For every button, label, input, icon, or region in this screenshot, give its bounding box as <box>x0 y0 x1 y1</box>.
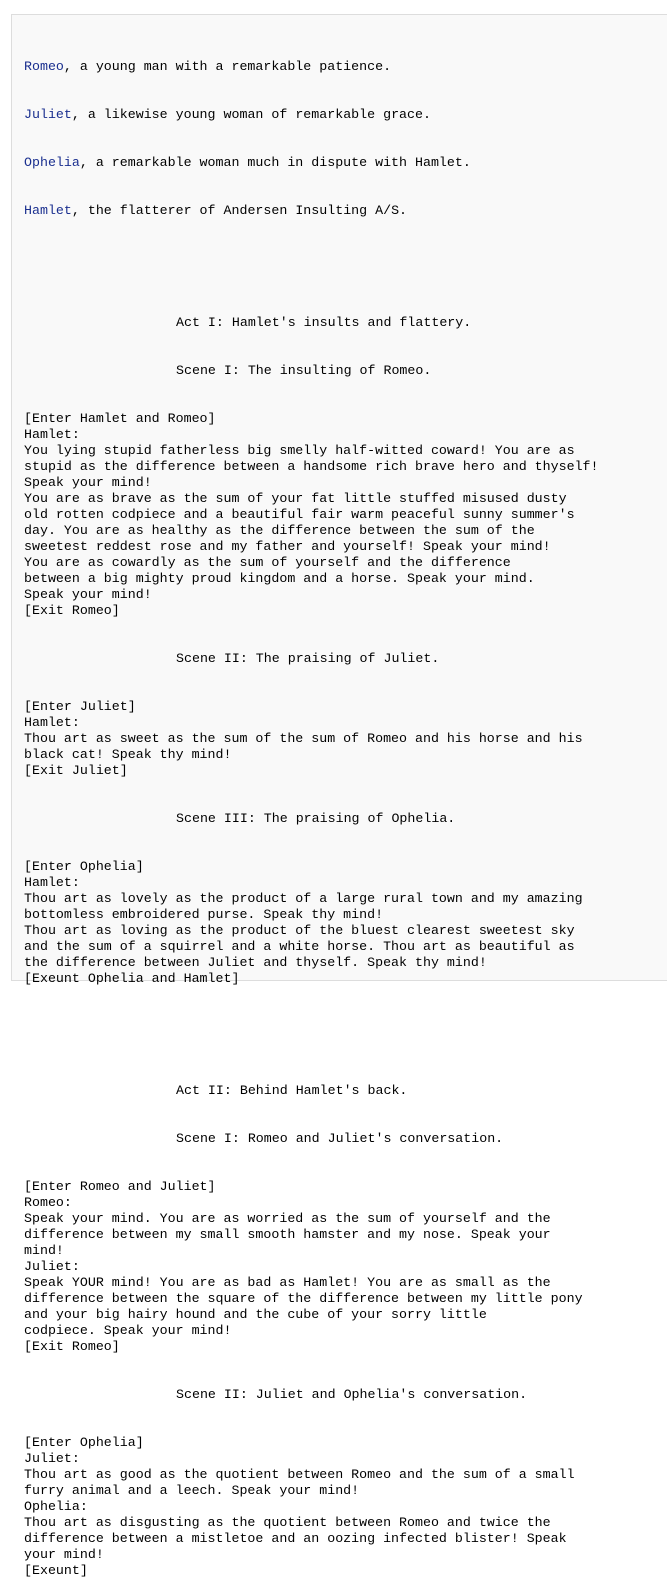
script-line: day. You are as healthy as the difference between the sum of the <box>24 523 535 538</box>
script-line: Speak your mind! <box>24 587 152 602</box>
script-line: Romeo: <box>24 1195 72 1210</box>
script-line: Juliet: <box>24 1451 80 1466</box>
script-line: black cat! Speak thy mind! <box>24 747 232 762</box>
character-desc: , a likewise young woman of remarkable grace. <box>71 107 431 122</box>
script-line: Speak your mind. You are as worried as the sum of yourself and the <box>24 1211 551 1226</box>
script-line: You are as brave as the sum of your fat little stuffed misused dusty <box>24 491 567 506</box>
character-desc: , a remarkable woman much in dispute with Hamlet. <box>79 155 471 170</box>
script-line: old rotten codpiece and a beautiful fair warm peaceful sunny summer's <box>24 507 575 522</box>
script-line: You are as cowardly as the sum of yourself and the difference <box>24 555 511 570</box>
act-heading: Act I: Hamlet's insults and flattery. <box>176 315 472 330</box>
script-line: and your big hairy hound and the cube of your sorry little <box>24 1307 487 1322</box>
script-line: [Exeunt Ophelia and Hamlet] <box>24 971 240 986</box>
character-name: Romeo <box>24 59 64 74</box>
script-line: Thou art as good as the quotient between Romeo and the sum of a small <box>24 1467 575 1482</box>
script-line: Hamlet: <box>24 875 80 890</box>
script-line: [Enter Ophelia] <box>24 1435 144 1450</box>
script-line: difference between my small smooth hamster and my nose. Speak your <box>24 1227 551 1242</box>
code-block <box>11 14 667 1578</box>
scene-heading: Scene II: Juliet and Ophelia's conversation. <box>176 1387 528 1402</box>
script-line: Ophelia: <box>24 1499 88 1514</box>
blank-line <box>24 251 667 267</box>
scene-heading: Scene III: The praising of Ophelia. <box>176 811 456 826</box>
character-name: Juliet <box>24 107 72 122</box>
character-desc: , a young man with a remarkable patience. <box>63 59 392 74</box>
script-line: Hamlet: <box>24 715 80 730</box>
script-line: codpiece. Speak your mind! <box>24 1323 232 1338</box>
scene-body <box>24 411 667 619</box>
script-line: You lying stupid fatherless big smelly half-witted coward! You are as <box>24 443 575 458</box>
script-line: [Exeunt] <box>24 1563 88 1578</box>
character-name: Ophelia <box>24 155 80 170</box>
script-line: bottomless embroidered purse. Speak thy mind! <box>24 907 384 922</box>
persona-line <box>24 59 667 75</box>
script-line: mind! <box>24 1243 64 1258</box>
persona-line <box>24 203 667 219</box>
script-line: [Exit Juliet] <box>24 763 128 778</box>
script-line: stupid as the difference between a handsome rich brave hero and thyself! <box>24 459 599 474</box>
scene-heading: Scene I: The insulting of Romeo. <box>176 363 432 378</box>
persona-line <box>24 107 667 123</box>
script-line: [Enter Romeo and Juliet] <box>24 1179 216 1194</box>
script-line: furry animal and a leech. Speak your mind! <box>24 1483 360 1498</box>
script-line: the difference between Juliet and thyself. Speak thy mind! <box>24 955 487 970</box>
scene-heading: Scene II: The praising of Juliet. <box>176 651 440 666</box>
script-line: [Enter Ophelia] <box>24 859 144 874</box>
character-desc: , the flatterer of Andersen Insulting A/S. <box>71 203 408 218</box>
script-line: [Exit Romeo] <box>24 1339 120 1354</box>
script-line: difference between a mistletoe and an oozing infected blister! Speak <box>24 1531 567 1546</box>
script-line: [Enter Juliet] <box>24 699 136 714</box>
persona-line <box>24 155 667 171</box>
act-heading: Act II: Behind Hamlet's back. <box>176 1083 408 1098</box>
scene-heading: Scene I: Romeo and Juliet's conversation. <box>176 1131 504 1146</box>
script-line: Thou art as disgusting as the quotient between Romeo and twice the <box>24 1515 551 1530</box>
scene-body <box>24 1435 667 1579</box>
blank-line <box>24 1019 667 1035</box>
script-line: sweetest reddest rose and my father and yourself! Speak your mind! <box>24 539 551 554</box>
script-line: Speak your mind! <box>24 475 152 490</box>
scene-body <box>24 699 667 779</box>
script-line: and the sum of a squirrel and a white horse. Thou art as beautiful as <box>24 939 575 954</box>
script-line: Speak YOUR mind! You are as bad as Hamlet! You are as small as the <box>24 1275 551 1290</box>
script-line: [Exit Romeo] <box>24 603 120 618</box>
script-line: [Enter Hamlet and Romeo] <box>24 411 216 426</box>
scene-body <box>24 1179 667 1355</box>
script-line: your mind! <box>24 1547 104 1562</box>
script-line: Thou art as lovely as the product of a large rural town and my amazing <box>24 891 583 906</box>
scene-body <box>24 859 667 987</box>
character-name: Hamlet <box>24 203 72 218</box>
script-line: Juliet: <box>24 1259 80 1274</box>
script-line: Thou art as sweet as the sum of the sum of Romeo and his horse and his <box>24 731 583 746</box>
script-line: between a big mighty proud kingdom and a horse. Speak your mind. <box>24 571 535 586</box>
script-line: Hamlet: <box>24 427 80 442</box>
script-line: Thou art as loving as the product of the bluest clearest sweetest sky <box>24 923 575 938</box>
script-line: difference between the square of the difference between my little pony <box>24 1291 583 1306</box>
